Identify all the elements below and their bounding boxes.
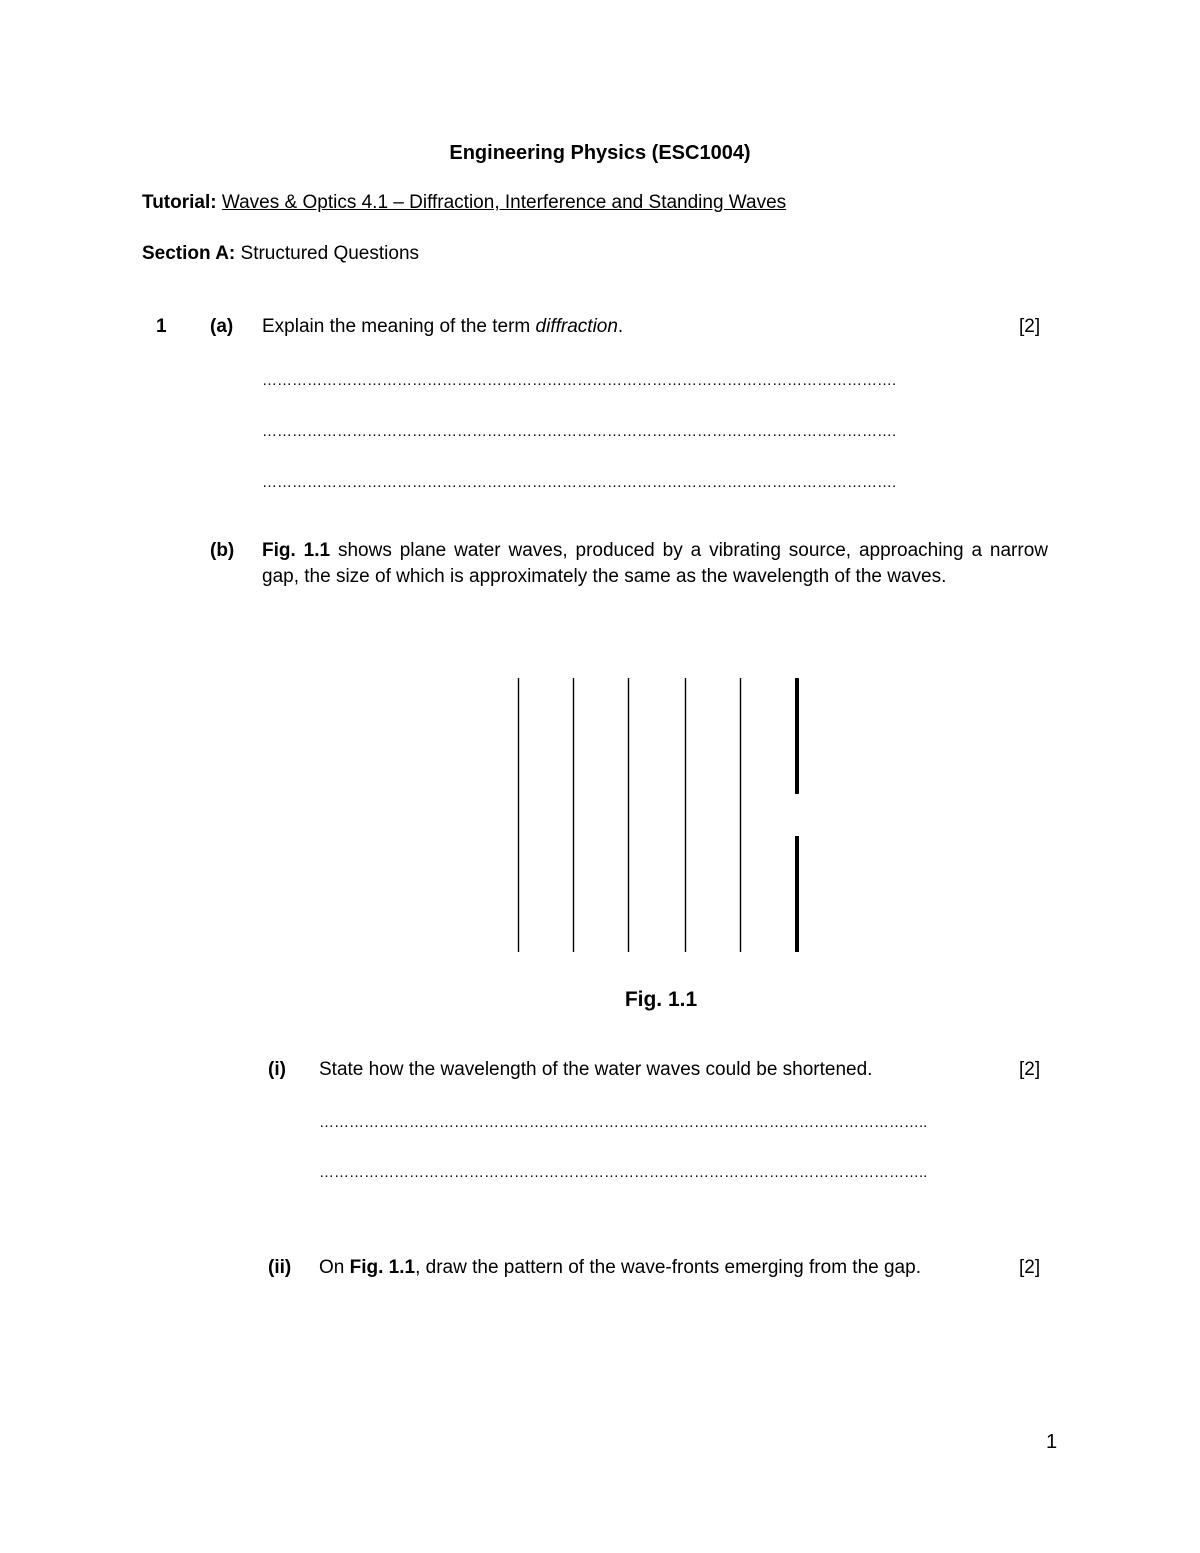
page-number: 1	[1046, 1431, 1058, 1453]
part-b-i-text: State how the wavelength of the water waves could be shortened.	[319, 1059, 873, 1080]
part-b-fig-ref: Fig. 1.1	[262, 540, 331, 561]
part-b-ii-question	[319, 1257, 921, 1279]
figure-wavefronts	[500, 670, 820, 960]
page-title: Engineering Physics (ESC1004)	[449, 142, 751, 164]
part-a-question	[262, 316, 623, 338]
answer-line[interactable]: ……………………………………………………………………………………………………………….	[262, 372, 897, 389]
question-number: 1	[156, 316, 167, 337]
tutorial-line	[142, 192, 786, 214]
part-b-ii-text-end: , draw the pattern of the wave-fronts emerging from the gap.	[415, 1257, 921, 1278]
part-a-label: (a)	[210, 316, 234, 337]
answer-line[interactable]: …………………………………………………………………………………………………………..	[319, 1164, 928, 1181]
part-b-i-marks: [2]	[1019, 1059, 1041, 1080]
part-a-period: .	[617, 316, 624, 337]
answer-line[interactable]: …………………………………………………………………………………………………………..	[319, 1114, 928, 1131]
answer-line[interactable]: ……………………………………………………………………………………………………………….	[262, 423, 897, 440]
section-label: Section A:	[142, 243, 236, 264]
tutorial-title: Waves & Optics 4.1 – Diffraction, Interference and Standing Waves	[221, 192, 787, 213]
part-b-ii-fig-ref: Fig. 1.1	[349, 1257, 416, 1278]
part-b-text	[262, 538, 1048, 590]
part-b-i-label: (i)	[268, 1059, 286, 1080]
part-a-text: Explain the meaning of the term	[262, 316, 536, 337]
figure-caption: Fig. 1.1	[624, 988, 698, 1011]
part-b-ii-marks: [2]	[1019, 1257, 1041, 1278]
part-a-term: diffraction	[535, 316, 618, 337]
part-b-description: shows plane water waves, produced by a vibrating source, approaching a narrow gap, the size of which is approximately the same as the wavelength of the waves.	[262, 540, 1049, 587]
part-b-label: (b)	[210, 540, 235, 561]
section-line	[142, 243, 419, 265]
part-b-ii-text-start: On	[319, 1257, 350, 1278]
answer-line[interactable]: ……………………………………………………………………………………………………………….	[262, 474, 897, 491]
part-b-ii-label: (ii)	[268, 1257, 292, 1278]
section-title: Structured Questions	[240, 243, 420, 264]
part-a-marks: [2]	[1019, 316, 1041, 337]
tutorial-label: Tutorial:	[142, 192, 217, 213]
